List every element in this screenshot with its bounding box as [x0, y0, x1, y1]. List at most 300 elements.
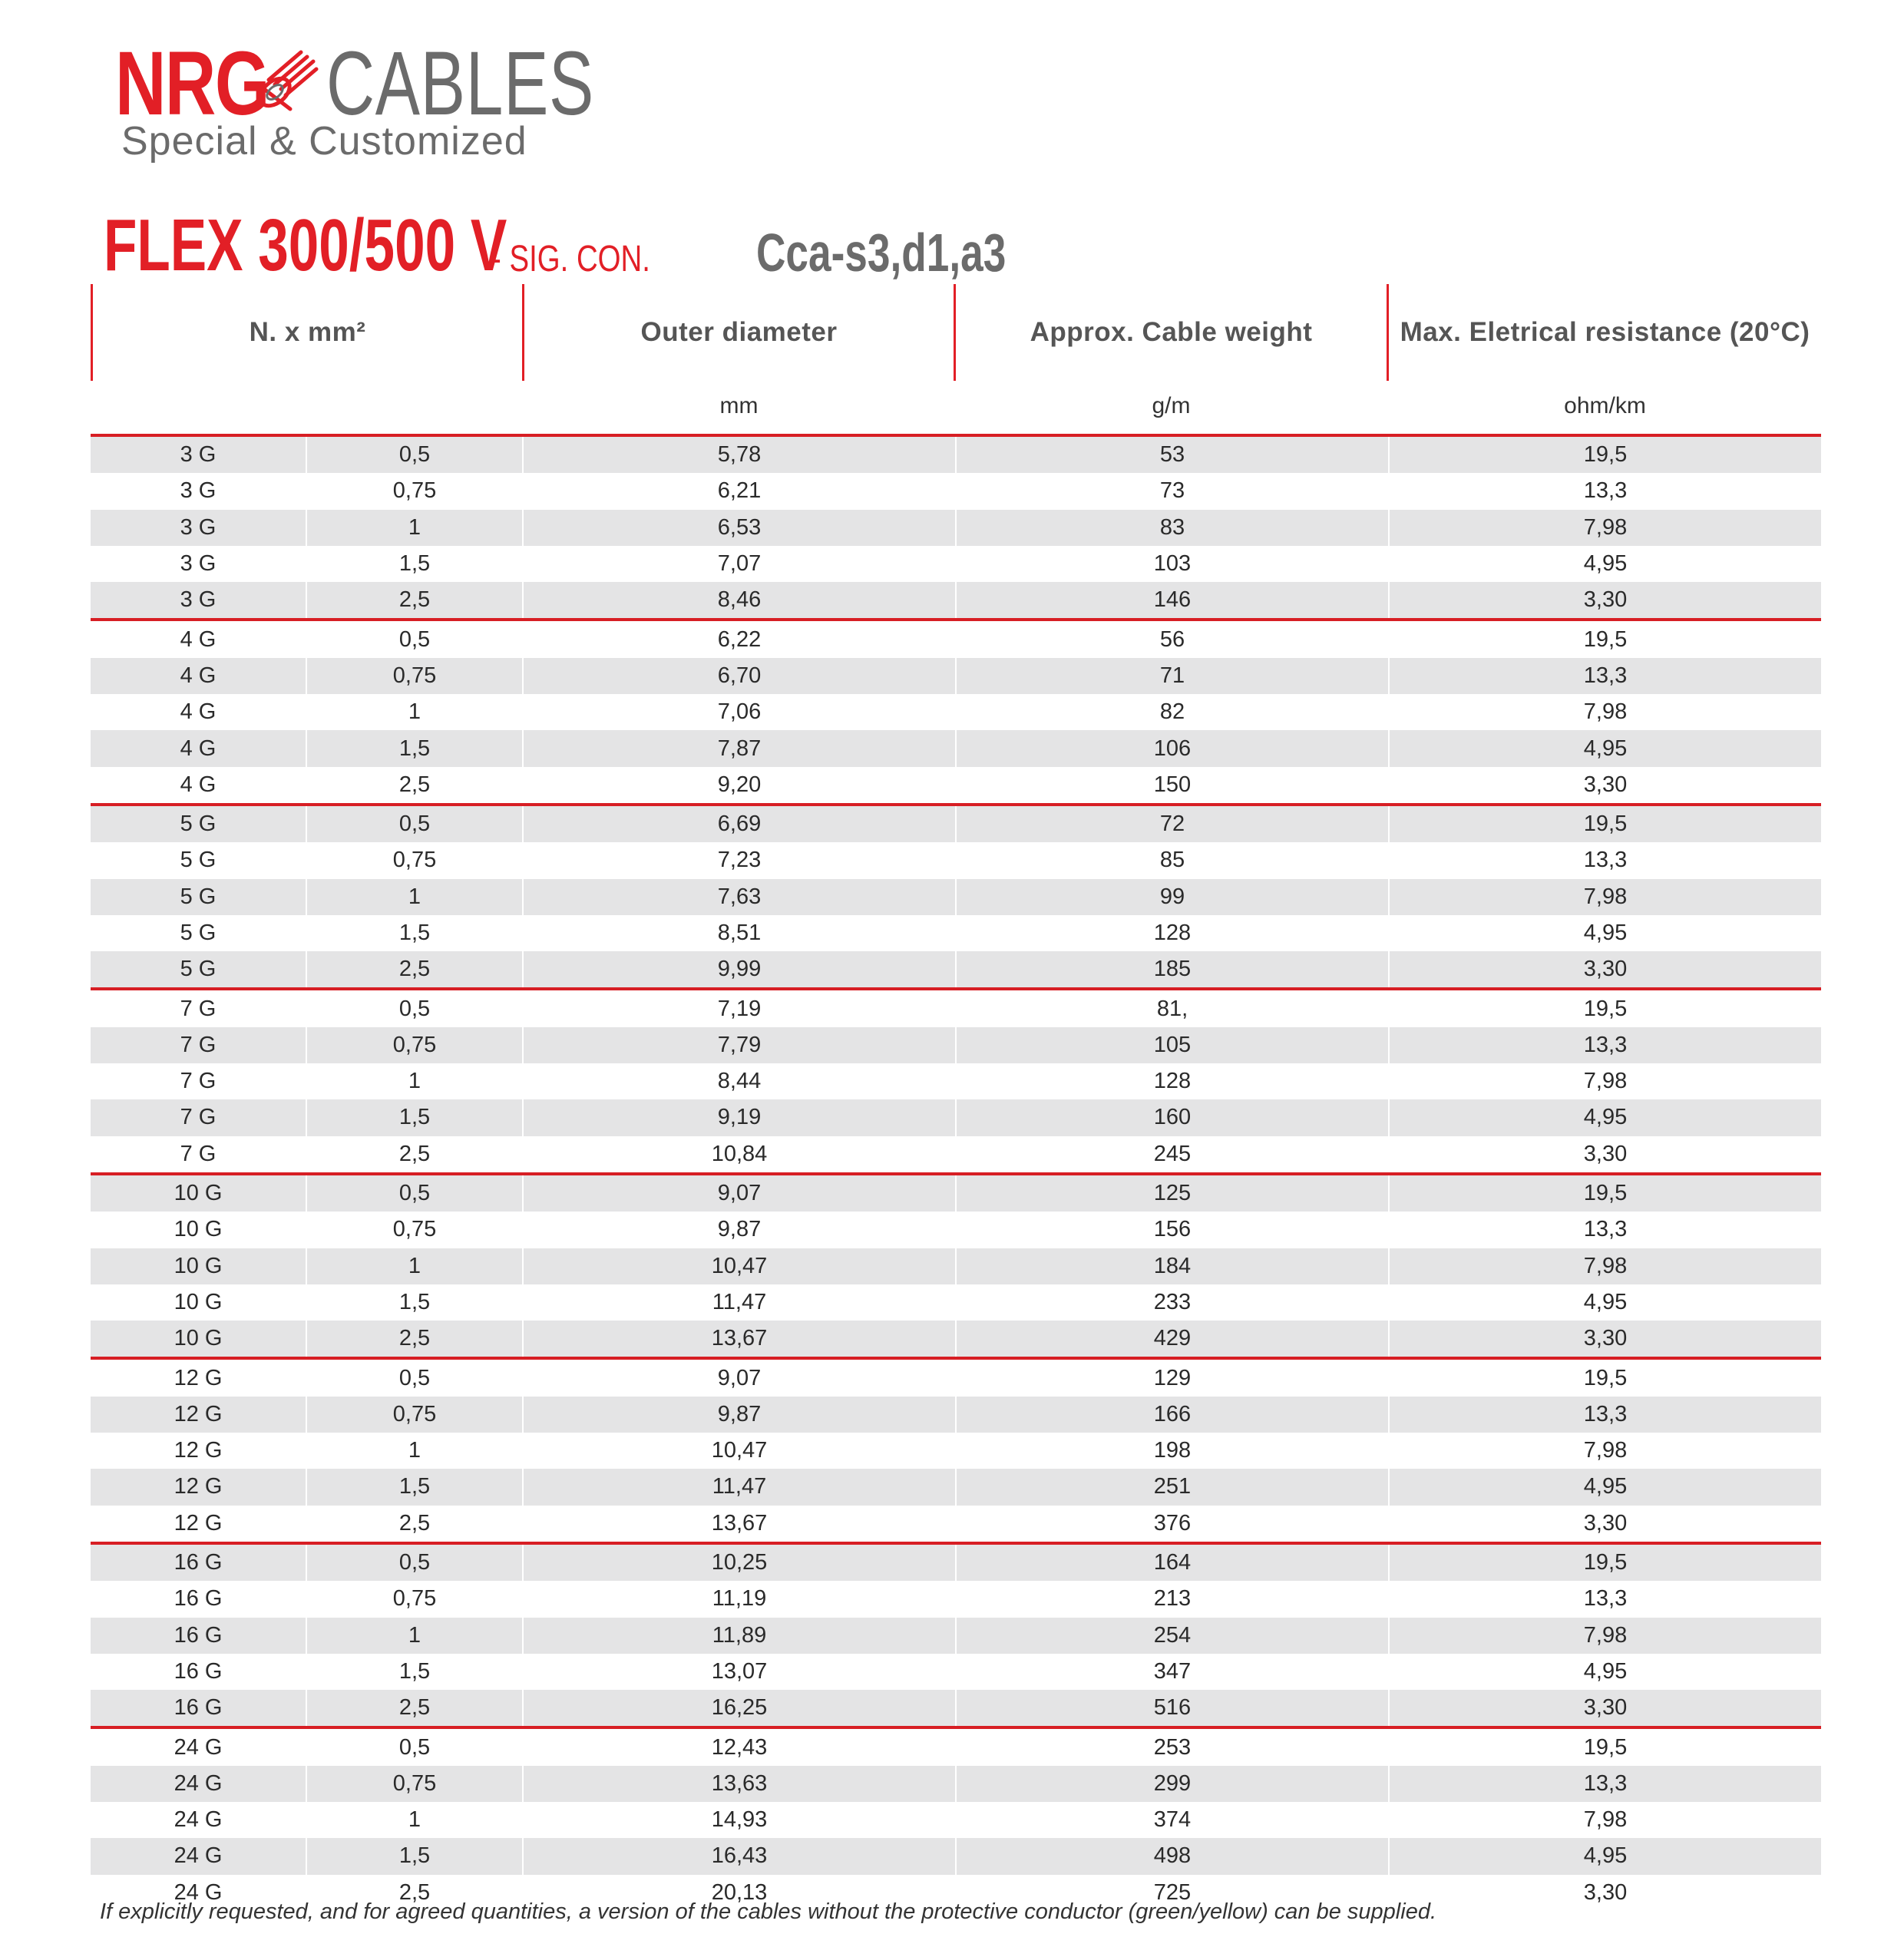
cell-section: 1: [408, 1253, 421, 1278]
table-row: [91, 987, 1821, 1026]
column-divider: [955, 990, 957, 1026]
brand-logo: [115, 31, 607, 169]
column-divider: [522, 1545, 524, 1581]
column-divider: [522, 473, 524, 509]
cell-resistance: 7,98: [1583, 514, 1628, 540]
cell-cores: 24 G: [174, 1734, 223, 1760]
cell-cores: 16 G: [174, 1586, 223, 1612]
cell-resistance: 3,30: [1583, 1326, 1628, 1351]
cell-outer-diameter: 10,47: [711, 1438, 768, 1463]
column-divider: [955, 546, 957, 582]
column-divider: [955, 1690, 957, 1726]
cell-section: 0,75: [392, 1586, 437, 1612]
table-row: [91, 915, 1821, 951]
cell-section: 2,5: [398, 1141, 431, 1166]
cell-section: 1,5: [398, 736, 431, 761]
column-divider: [955, 1545, 957, 1581]
column-divider: [306, 1099, 307, 1136]
column-divider: [522, 1433, 524, 1469]
cell-cores: 4 G: [180, 626, 217, 652]
cell-resistance: 19,5: [1583, 1734, 1628, 1760]
column-divider: [522, 510, 524, 546]
cell-cores: 10 G: [174, 1181, 223, 1206]
cell-section: 1,5: [398, 1658, 431, 1684]
column-divider: [306, 1469, 307, 1505]
column-divider: [1388, 1581, 1390, 1617]
column-divider: [1388, 658, 1390, 694]
cell-section: 1,5: [398, 1843, 431, 1869]
column-divider: [955, 806, 957, 842]
cell-cores: 24 G: [174, 1879, 223, 1905]
cell-outer-diameter: 9,99: [717, 957, 762, 982]
footnote: If explicitly requested, and for agreed quantities, a version of the cables without the protective conductor (green/yellow) can be supplied.: [100, 1899, 1437, 1924]
cell-outer-diameter: 7,79: [717, 1032, 762, 1057]
table-row: [91, 1654, 1821, 1690]
header-cable-weight: Approx. Cable weight: [1030, 317, 1313, 347]
table-row: [91, 1766, 1821, 1802]
cell-section: 1: [408, 514, 421, 540]
table-row: [91, 510, 1821, 546]
column-divider: [306, 621, 307, 657]
cell-outer-diameter: 11,47: [712, 1289, 767, 1314]
column-divider: [1388, 510, 1390, 546]
cell-weight: 83: [1159, 514, 1185, 540]
cell-section: 2,5: [398, 1510, 431, 1536]
cell-outer-diameter: 9,07: [717, 1365, 762, 1390]
table-row: [91, 730, 1821, 766]
cell-weight: 245: [1153, 1141, 1192, 1166]
column-divider: [522, 1321, 524, 1357]
cell-resistance: 3,30: [1583, 1879, 1628, 1905]
cell-weight: 146: [1153, 587, 1192, 613]
table-row: [91, 546, 1821, 582]
column-divider: [306, 1545, 307, 1581]
column-divider: [522, 1284, 524, 1321]
table-row: [91, 1136, 1821, 1172]
cell-outer-diameter: 8,46: [717, 587, 762, 613]
column-divider: [1388, 915, 1390, 951]
cell-cores: 10 G: [174, 1253, 223, 1278]
cell-weight: 82: [1159, 699, 1185, 725]
cell-weight: 725: [1153, 1879, 1192, 1905]
cell-cores: 16 G: [174, 1550, 223, 1575]
cell-resistance: 7,98: [1583, 1622, 1628, 1648]
cell-cores: 12 G: [174, 1474, 223, 1499]
cell-weight: 213: [1153, 1586, 1192, 1612]
cell-resistance: 13,3: [1583, 1032, 1628, 1057]
column-divider: [306, 767, 307, 803]
column-divider: [955, 658, 957, 694]
column-divider: [306, 1175, 307, 1212]
cell-resistance: 3,30: [1583, 1695, 1628, 1721]
cell-outer-diameter: 12,43: [711, 1734, 768, 1760]
column-divider: [522, 915, 524, 951]
cell-outer-diameter: 6,22: [717, 626, 762, 652]
column-divider: [306, 951, 307, 987]
cell-resistance: 7,98: [1583, 699, 1628, 725]
table-row: [91, 1099, 1821, 1136]
cell-section: 1: [408, 1438, 421, 1463]
cell-resistance: 7,98: [1583, 1253, 1628, 1278]
column-divider: [955, 730, 957, 766]
table-row: [91, 694, 1821, 730]
cell-resistance: 3,30: [1583, 1510, 1628, 1536]
unit-outer-diameter: mm: [719, 393, 759, 418]
cell-cores: 12 G: [174, 1365, 223, 1390]
cell-cores: 3 G: [180, 551, 217, 577]
column-divider: [1388, 842, 1390, 878]
column-divider: [955, 1581, 957, 1617]
cell-outer-diameter: 16,43: [711, 1843, 768, 1869]
cell-outer-diameter: 11,47: [712, 1474, 767, 1499]
column-divider: [306, 842, 307, 878]
cell-cores: 16 G: [174, 1695, 223, 1721]
column-divider: [306, 437, 307, 473]
cell-outer-diameter: 13,07: [711, 1658, 768, 1684]
column-divider: [955, 1248, 957, 1284]
column-divider: [306, 1802, 307, 1838]
column-divider: [306, 1397, 307, 1433]
table-row: [91, 1433, 1821, 1469]
cell-resistance: 19,5: [1583, 626, 1628, 652]
column-divider: [955, 1397, 957, 1433]
cell-weight: 516: [1153, 1695, 1192, 1721]
cell-cores: 3 G: [180, 478, 217, 504]
cable-spec-table: [91, 434, 1821, 1911]
cell-resistance: 13,3: [1583, 1401, 1628, 1426]
column-divider: [955, 1506, 957, 1542]
table-row: [91, 1802, 1821, 1838]
cell-cores: 3 G: [180, 587, 217, 613]
table-row: [91, 658, 1821, 694]
table-row: [91, 1248, 1821, 1284]
cell-weight: 73: [1159, 478, 1185, 504]
cell-section: 1: [408, 1622, 421, 1648]
cell-cores: 5 G: [180, 921, 217, 945]
table-row: [91, 473, 1821, 509]
column-divider: [306, 1212, 307, 1248]
unit-cable-weight: g/m: [1152, 393, 1191, 418]
cell-weight: 72: [1159, 812, 1185, 837]
page-title: [104, 204, 1007, 286]
cell-weight: 184: [1153, 1253, 1192, 1278]
column-divider: [306, 694, 307, 730]
column-divider: [522, 842, 524, 878]
cell-weight: 374: [1153, 1807, 1192, 1833]
column-divider: [522, 1397, 524, 1433]
cell-outer-diameter: 11,89: [712, 1622, 767, 1648]
column-divider: [522, 730, 524, 766]
cell-section: 2,5: [398, 957, 431, 982]
cell-resistance: 4,95: [1583, 921, 1628, 945]
cell-weight: 71: [1159, 663, 1185, 688]
table-row: [91, 1357, 1821, 1396]
column-divider: [955, 1433, 957, 1469]
cell-section: 0,75: [392, 1217, 437, 1242]
cell-section: 0,75: [392, 1401, 437, 1426]
column-divider: [955, 1284, 957, 1321]
cell-weight: 99: [1159, 884, 1185, 909]
cell-cores: 10 G: [174, 1289, 223, 1314]
column-divider: [1388, 1654, 1390, 1690]
cell-section: 0,5: [398, 812, 431, 837]
cell-cores: 4 G: [180, 772, 217, 797]
cell-section: 1: [408, 699, 421, 725]
cell-weight: 160: [1153, 1105, 1192, 1130]
cell-weight: 166: [1153, 1401, 1192, 1426]
column-divider: [955, 694, 957, 730]
column-divider: [955, 879, 957, 915]
table-row: [91, 1581, 1821, 1617]
cell-section: 1,5: [398, 551, 431, 577]
cell-weight: 85: [1159, 848, 1185, 873]
table-row: [91, 1838, 1821, 1874]
column-divider: [1388, 1506, 1390, 1542]
column-divider: [306, 1654, 307, 1690]
table-row: [91, 1542, 1821, 1581]
brand-name-cables: CABLES: [326, 33, 595, 134]
column-divider: [522, 1802, 524, 1838]
cell-outer-diameter: 7,23: [717, 848, 762, 873]
cell-weight: 128: [1153, 1069, 1192, 1094]
header-section: N. x mm²: [249, 317, 366, 347]
column-divider: [306, 658, 307, 694]
column-divider: [522, 582, 524, 618]
column-divider: [1388, 1729, 1390, 1765]
column-divider: [522, 694, 524, 730]
column-divider: [1388, 767, 1390, 803]
cell-outer-diameter: 13,67: [711, 1510, 768, 1536]
cell-weight: 347: [1153, 1658, 1192, 1684]
cell-section: 1: [408, 884, 421, 909]
cell-cores: 24 G: [174, 1770, 223, 1796]
cell-cores: 7 G: [180, 1105, 217, 1130]
column-divider: [955, 510, 957, 546]
cell-resistance: 13,3: [1583, 478, 1628, 504]
table-row: [91, 1027, 1821, 1063]
column-divider: [306, 473, 307, 509]
column-divider: [1388, 1766, 1390, 1802]
table-row: [91, 842, 1821, 878]
column-divider: [1388, 1248, 1390, 1284]
cell-outer-diameter: 5,78: [717, 442, 762, 468]
brand-tagline: Special & Customized: [121, 119, 527, 164]
column-divider: [955, 1802, 957, 1838]
cable-bundle-icon: [246, 45, 322, 121]
cell-resistance: 13,3: [1583, 663, 1628, 688]
column-divider: [1388, 951, 1390, 987]
column-divider: [522, 951, 524, 987]
cell-weight: 106: [1153, 736, 1192, 761]
cell-weight: 376: [1153, 1510, 1192, 1536]
column-divider: [1388, 437, 1390, 473]
cell-outer-diameter: 9,07: [717, 1181, 762, 1206]
cell-section: 1,5: [398, 921, 431, 945]
column-divider: [522, 1618, 524, 1654]
column-divider: [522, 1248, 524, 1284]
cell-section: 0,5: [398, 626, 431, 652]
unit-resistance: ohm/km: [1564, 393, 1646, 418]
cell-weight: 129: [1153, 1365, 1192, 1390]
cell-section: 1: [408, 1069, 421, 1094]
column-divider: [1388, 1469, 1390, 1505]
column-divider: [306, 730, 307, 766]
column-divider: [522, 1099, 524, 1136]
column-divider: [1388, 1802, 1390, 1838]
column-divider: [306, 1433, 307, 1469]
column-divider: [522, 1469, 524, 1505]
column-divider: [1388, 621, 1390, 657]
cell-weight: 233: [1153, 1289, 1192, 1314]
cell-cores: 5 G: [180, 884, 217, 909]
cell-cores: 7 G: [180, 1032, 217, 1057]
cell-outer-diameter: 16,25: [711, 1695, 768, 1721]
cell-weight: 164: [1153, 1550, 1192, 1575]
column-divider: [1388, 1027, 1390, 1063]
column-divider: [1388, 730, 1390, 766]
cell-resistance: 19,5: [1583, 996, 1628, 1021]
column-divider: [522, 1654, 524, 1690]
column-divider: [1388, 806, 1390, 842]
column-divider: [306, 546, 307, 582]
cell-outer-diameter: 7,63: [717, 884, 762, 909]
table-row: [91, 618, 1821, 657]
column-divider: [306, 1581, 307, 1617]
cell-resistance: 13,3: [1583, 1217, 1628, 1242]
column-divider: [522, 1360, 524, 1396]
column-divider: [306, 1321, 307, 1357]
column-divider: [1388, 1397, 1390, 1433]
cell-cores: 16 G: [174, 1658, 223, 1684]
column-divider: [522, 806, 524, 842]
cell-cores: 3 G: [180, 442, 217, 468]
column-divider: [955, 1099, 957, 1136]
cell-resistance: 3,30: [1583, 587, 1628, 613]
column-divider: [955, 473, 957, 509]
table-row: [91, 1397, 1821, 1433]
cell-outer-diameter: 10,84: [711, 1141, 768, 1166]
cell-section: 2,5: [398, 1879, 431, 1905]
cell-resistance: 4,95: [1583, 551, 1628, 577]
product-title: FLEX 300/500 V: [104, 204, 507, 286]
column-divider: [955, 437, 957, 473]
cell-cores: 5 G: [180, 957, 217, 982]
cell-cores: 12 G: [174, 1401, 223, 1426]
cell-resistance: 4,95: [1583, 1658, 1628, 1684]
column-divider: [306, 1027, 307, 1063]
column-divider: [955, 1063, 957, 1099]
column-divider: [306, 1063, 307, 1099]
column-divider: [522, 767, 524, 803]
table-row: [91, 879, 1821, 915]
cell-cores: 4 G: [180, 699, 217, 725]
cell-resistance: 3,30: [1583, 1141, 1628, 1166]
cell-weight: 56: [1159, 626, 1185, 652]
cell-cores: 5 G: [180, 812, 217, 837]
column-divider: [1388, 1360, 1390, 1396]
cell-resistance: 7,98: [1583, 1438, 1628, 1463]
column-divider: [306, 1284, 307, 1321]
column-divider: [955, 1654, 957, 1690]
cell-resistance: 19,5: [1583, 1550, 1628, 1575]
cell-weight: 498: [1153, 1843, 1192, 1869]
table-row: [91, 1063, 1821, 1099]
column-divider: [306, 1838, 307, 1874]
cell-weight: 429: [1153, 1326, 1192, 1351]
table-row: [91, 1172, 1821, 1212]
cell-weight: 185: [1153, 957, 1192, 982]
cell-weight: 105: [1153, 1032, 1192, 1057]
cell-weight: 253: [1153, 1734, 1192, 1760]
column-divider: [1388, 879, 1390, 915]
cell-cores: 4 G: [180, 663, 217, 688]
cell-outer-diameter: 20,13: [711, 1879, 768, 1905]
column-divider: [522, 658, 524, 694]
cell-section: 0,5: [398, 442, 431, 468]
cell-resistance: 7,98: [1583, 1807, 1628, 1833]
cell-weight: 103: [1153, 551, 1192, 577]
cell-section: 0,75: [392, 663, 437, 688]
cell-cores: 7 G: [180, 1141, 217, 1166]
header-resistance: Max. Eletrical resistance (20°C): [1400, 317, 1810, 347]
column-divider: [955, 582, 957, 618]
column-divider: [522, 990, 524, 1026]
cell-weight: 150: [1153, 772, 1192, 797]
column-divider: [955, 767, 957, 803]
cell-section: 1,5: [398, 1289, 431, 1314]
cell-resistance: 13,3: [1583, 848, 1628, 873]
cell-outer-diameter: 6,53: [717, 514, 762, 540]
column-divider: [522, 1175, 524, 1212]
cell-cores: 10 G: [174, 1217, 223, 1242]
column-divider: [955, 1838, 957, 1874]
cell-resistance: 7,98: [1583, 884, 1628, 909]
column-divider: [306, 1766, 307, 1802]
column-divider: [522, 1581, 524, 1617]
table-row: [91, 434, 1821, 473]
column-divider: [522, 546, 524, 582]
cell-resistance: 7,98: [1583, 1069, 1628, 1094]
cell-weight: 156: [1153, 1217, 1192, 1242]
cell-section: 2,5: [398, 772, 431, 797]
cell-outer-diameter: 7,87: [717, 736, 762, 761]
column-divider: [522, 437, 524, 473]
cell-resistance: 3,30: [1583, 772, 1628, 797]
column-divider: [1388, 1690, 1390, 1726]
cell-resistance: 19,5: [1583, 442, 1628, 468]
table-row: [91, 1284, 1821, 1321]
cell-outer-diameter: 13,63: [711, 1770, 768, 1796]
column-divider: [955, 951, 957, 987]
column-divider: [522, 1063, 524, 1099]
cell-cores: 12 G: [174, 1510, 223, 1536]
cell-resistance: 4,95: [1583, 1289, 1628, 1314]
cell-outer-diameter: 10,25: [711, 1550, 768, 1575]
cell-outer-diameter: 6,70: [717, 663, 762, 688]
column-divider: [306, 1248, 307, 1284]
table-row: [91, 1506, 1821, 1542]
column-divider: [955, 915, 957, 951]
column-divider: [306, 582, 307, 618]
column-divider: [955, 842, 957, 878]
cell-section: 0,5: [398, 996, 431, 1021]
cell-resistance: 4,95: [1583, 1105, 1628, 1130]
cell-section: 0,75: [392, 1770, 437, 1796]
table-row: [91, 1321, 1821, 1357]
header-outer-diameter: Outer diameter: [640, 317, 838, 347]
cell-cores: 24 G: [174, 1843, 223, 1869]
cell-section: 0,5: [398, 1181, 431, 1206]
